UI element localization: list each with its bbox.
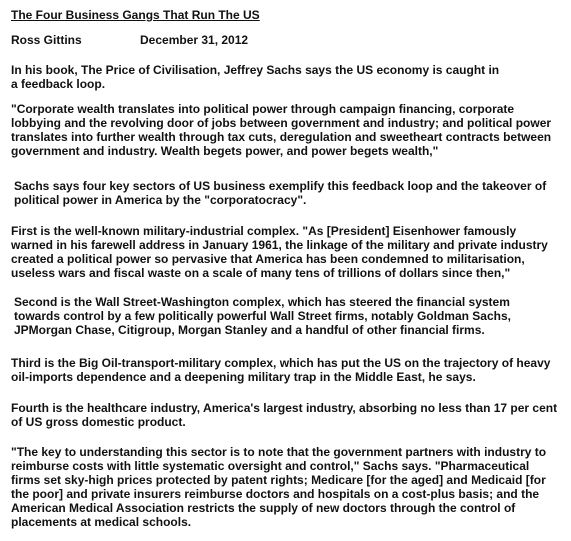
text-line: towards control by a few politically powerful Wall Street firms, notably Goldman Sachs, bbox=[14, 309, 511, 323]
paragraph-key-understanding bbox=[11, 445, 566, 529]
text-line: warned in his farewell address in January 1961, the linkage of the military and private industry bbox=[11, 238, 548, 252]
text-line: Second is the Wall Street-Washington complex, which has steered the financial system bbox=[14, 295, 510, 309]
text-line: useless wars and fiscal waste on a scale of many tens of trillions of dollars since then," bbox=[11, 266, 511, 280]
text-line: reimburse costs with little systematic oversight and control," Sachs says. "Pharmaceutical bbox=[11, 459, 530, 473]
paragraph-military-industrial bbox=[11, 224, 566, 280]
paragraph-wall-street bbox=[11, 295, 569, 337]
text-line: "Corporate wealth translates into political power through campaign financing, corporate bbox=[11, 102, 515, 116]
paragraph-four-sectors bbox=[11, 179, 569, 207]
text-line: oil-imports dependence and a deepening military trap in the Middle East, he says. bbox=[11, 370, 476, 384]
text-line: In his book, The Price of Civilisation, Jeffrey Sachs says the US economy is caught in bbox=[11, 63, 500, 77]
text-line: government and industry. Wealth begets power, and power begets wealth," bbox=[11, 144, 439, 158]
text-line: American Medical Association restricts the supply of new doctors through the control of bbox=[11, 501, 516, 515]
paragraph-big-oil bbox=[11, 356, 566, 384]
text-line: placements at medical schools. bbox=[11, 515, 192, 529]
article-author: Ross Gittins bbox=[11, 33, 82, 47]
text-line: a feedback loop. bbox=[11, 77, 106, 91]
text-line: firms set sky-high prices protected by patent rights; Medicare [for the aged] and Medicaid [for bbox=[11, 473, 546, 487]
text-line: the poor] and private insurers reimburse doctors and hospitals on a cost-plus basis; and the bbox=[11, 487, 540, 501]
text-line: of US gross domestic product. bbox=[11, 415, 186, 429]
paragraph-quote-corporate-wealth bbox=[11, 102, 566, 158]
paragraph-intro bbox=[11, 63, 566, 91]
article-title: The Four Business Gangs That Run The US bbox=[11, 8, 260, 22]
text-line: Third is the Big Oil-transport-military complex, which has put the US on the trajectory of heavy bbox=[11, 356, 551, 370]
article-date: December 31, 2012 bbox=[140, 33, 249, 47]
text-line: political power in America by the "corporatocracy". bbox=[14, 193, 307, 207]
text-line: First is the well-known military-industrial complex. "As [President] Eisenhower famously bbox=[11, 224, 517, 238]
text-line: translates into further wealth through tax cuts, deregulation and sweetheart contracts between bbox=[11, 130, 552, 144]
text-line: JPMorgan Chase, Citigroup, Morgan Stanley and a handful of other financial firms. bbox=[14, 323, 485, 337]
text-line: "The key to understanding this sector is to note that the government partners with industry to bbox=[11, 445, 547, 459]
text-line: lobbying and the revolving door of jobs between government and industry; and political power bbox=[11, 116, 552, 130]
paragraph-healthcare bbox=[11, 401, 566, 429]
text-line: Fourth is the healthcare industry, America's largest industry, absorbing no less than 17 per cent bbox=[11, 401, 558, 415]
text-line: Sachs says four key sectors of US business exemplify this feedback loop and the takeover of bbox=[14, 179, 547, 193]
text-line: created a political power so pervasive that America has been condemned to militarisation, bbox=[11, 252, 525, 266]
